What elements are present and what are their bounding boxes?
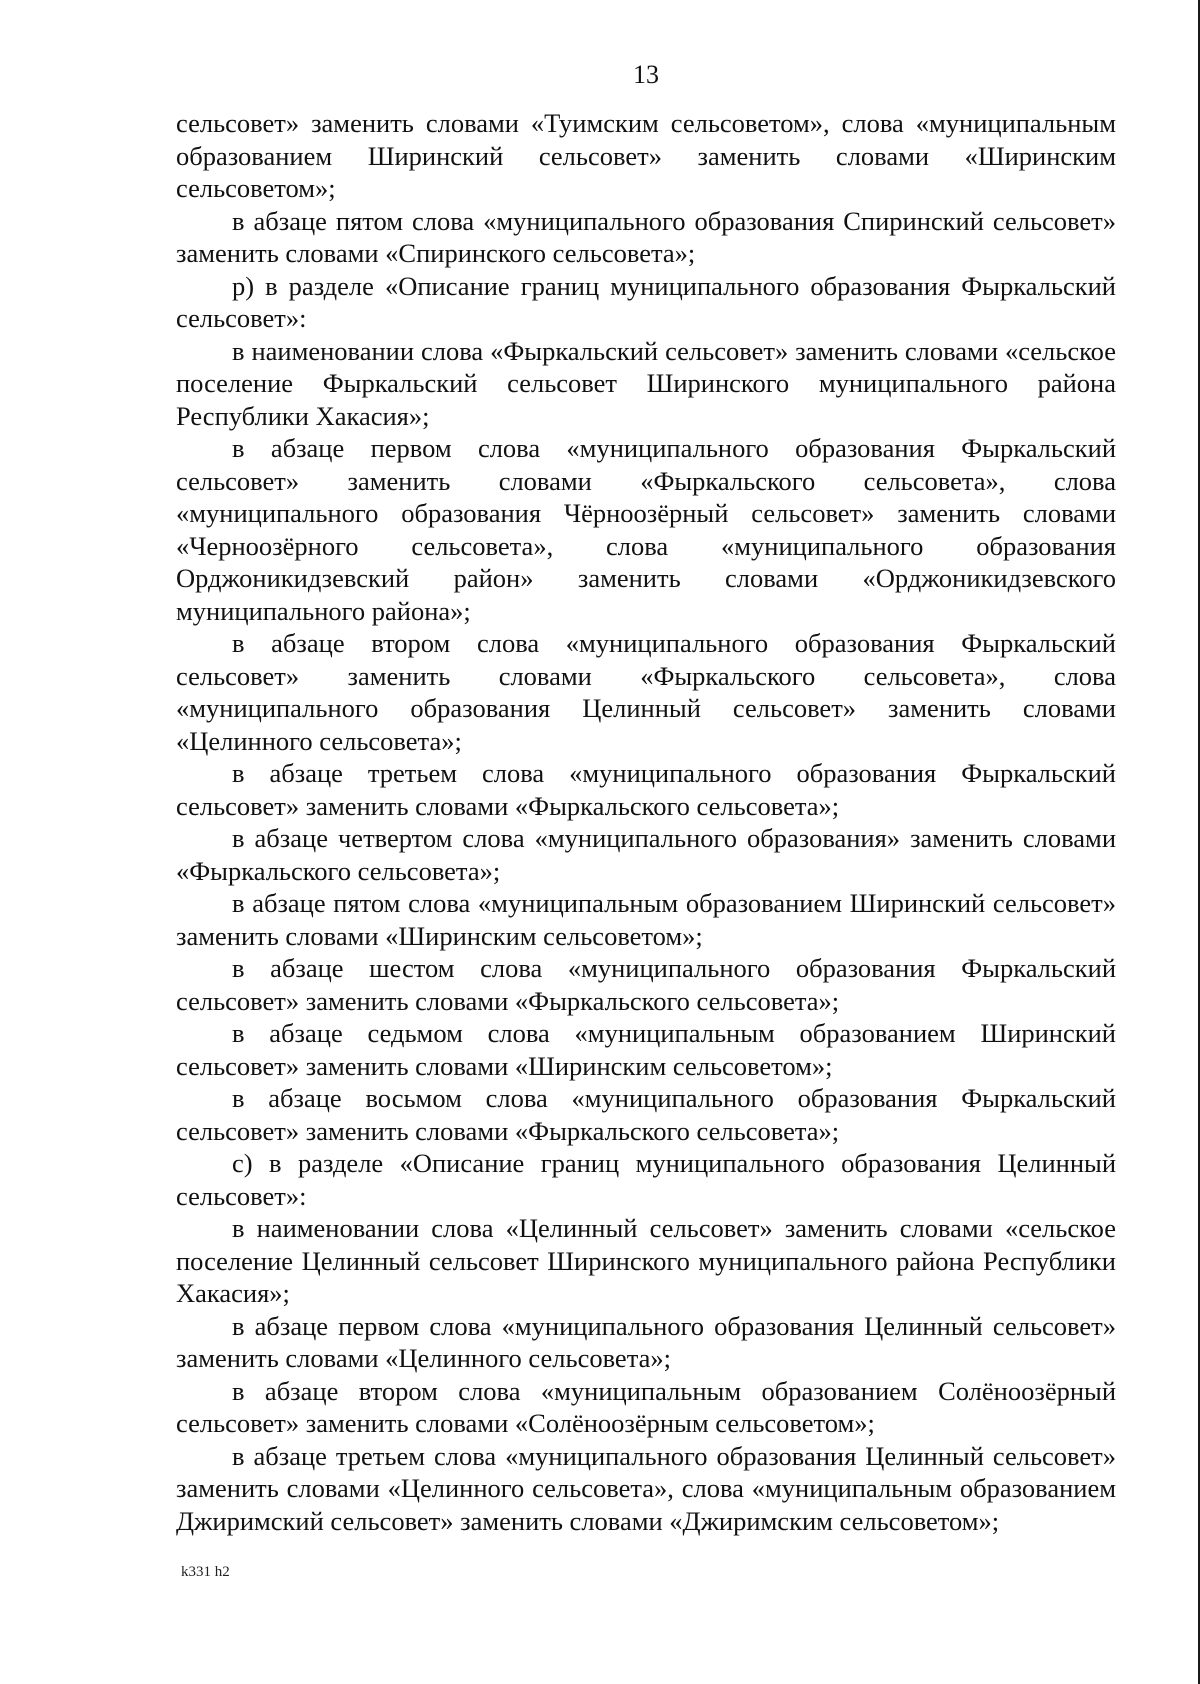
paragraph: в абзаце третьем слова «муниципального образования Целинный сельсовет» заменить словами «Целинного сельсовета», слова «муниципальным образованием Джиримский сельсовет» заменить словами «Джиримским сельсоветом»;: [176, 1440, 1116, 1536]
paragraph: в наименовании слова «Фыркальский сельсовет» заменить словами «сельское поселение Фыркальский сельсовет Ширинского муниципального района Республики Хакасия»;: [176, 335, 1116, 431]
paragraph: сельсовет» заменить словами «Туимским сельсоветом», слова «муниципальным образованием Ширинский сельсовет» заменить словами «Ширинским сельсоветом»;: [176, 108, 1116, 203]
paragraph: в абзаце седьмом слова «муниципальным образованием Ширинский сельсовет» заменить словами «Ширинским сельсоветом»;: [176, 1018, 1116, 1081]
paragraph: в наименовании слова «Целинный сельсовет» заменить словами «сельское поселение Целинный сельсовет Ширинского муниципального района Республики Хакасия»;: [176, 1213, 1116, 1308]
paragraph: в абзаце втором слова «муниципальным образованием Солёноозёрный сельсовет» заменить словами «Солёноозёрным сельсоветом»;: [176, 1375, 1116, 1438]
paragraph: в абзаце шестом слова «муниципального образования Фыркальский сельсовет» заменить словами «Фыркальского сельсовета»;: [176, 953, 1116, 1016]
paragraph: р) в разделе «Описание границ муниципального образования Фыркальский сельсовет»:: [176, 270, 1116, 333]
paragraph: в абзаце четвертом слова «муниципального образования» заменить словами «Фыркальского сельсовета»;: [176, 823, 1116, 886]
paragraph: в абзаце восьмом слова «муниципального образования Фыркальский сельсовет» заменить словами «Фыркальского сельсовета»;: [176, 1083, 1116, 1146]
paragraph: в абзаце пятом слова «муниципального образования Спиринский сельсовет» заменить словами «Спиринского сельсовета»;: [176, 205, 1116, 268]
document-code: k331 h2: [181, 1564, 230, 1580]
paragraph: в абзаце третьем слова «муниципального образования Фыркальский сельсовет» заменить словами «Фыркальского сельсовета»;: [176, 758, 1116, 821]
paragraph: в абзаце первом слова «муниципального образования Целинный сельсовет» заменить словами «Целинного сельсовета»;: [176, 1310, 1116, 1373]
paragraph: в абзаце втором слова «муниципального образования Фыркальский сельсовет» заменить словами «Фыркальского сельсовета», слова «муниципального образования Целинный сельсовет» заменить словами «Целинного сельсовета»;: [176, 628, 1116, 756]
paragraph: с) в разделе «Описание границ муниципального образования Целинный сельсовет»:: [176, 1148, 1116, 1211]
paragraph: в абзаце первом слова «муниципального образования Фыркальский сельсовет» заменить словами «Фыркальского сельсовета», слова «муниципального образования Чёрноозёрный сельсовет» заменить словами «Черноозёрного сельсовета», слова «муниципального образования Орджоникидзевский район» заменить словами «Орджоникидзевского муниципального района»;: [176, 433, 1116, 626]
document-body: [176, 107, 1116, 1537]
paragraph: в абзаце пятом слова «муниципальным образованием Ширинский сельсовет» заменить словами «Ширинским сельсоветом»;: [176, 888, 1116, 951]
page-number: 13: [633, 60, 659, 89]
